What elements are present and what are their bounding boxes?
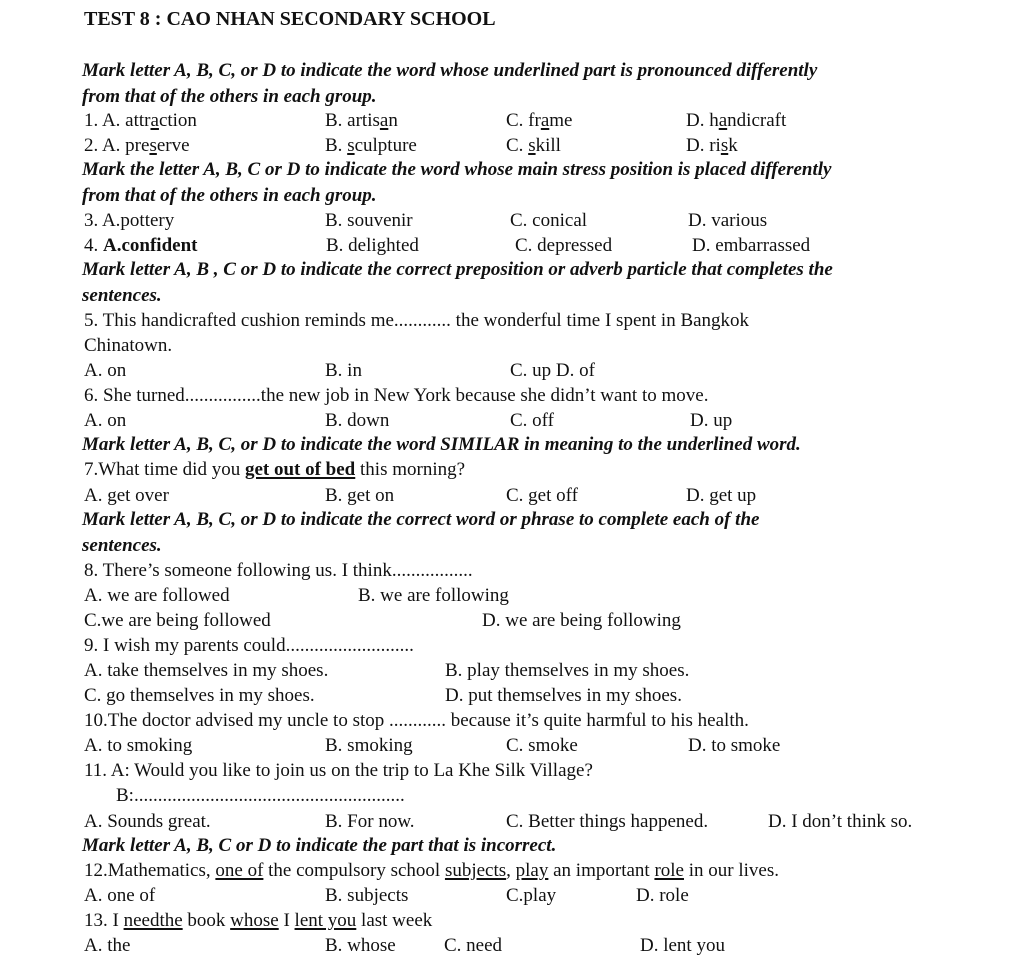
q8-option-b[interactable]: B. we are following: [358, 585, 509, 606]
underlined-phrase: get out of bed: [244, 459, 356, 480]
q3-option-d[interactable]: D. various: [688, 210, 768, 231]
q7-option-a[interactable]: A. get over: [84, 485, 169, 506]
underlined-letter: a: [150, 110, 159, 131]
instruction-similar: Mark letter A, B, C, or D to indicate the word SIMILAR in meaning to the underlined word.: [82, 434, 801, 455]
q1-option-b[interactable]: B. artisan: [325, 110, 398, 131]
q9-option-c[interactable]: C. go themselves in my shoes.: [84, 685, 315, 706]
instruction-stress-line2: from that of the others in each group.: [82, 185, 377, 206]
q12-option-d[interactable]: D. role: [636, 885, 689, 906]
underlined-part-b: whose: [230, 910, 279, 931]
q11-option-d[interactable]: D. I don’t think so.: [768, 811, 913, 832]
q8-option-d[interactable]: D. we are being following: [482, 610, 681, 631]
q4-option-d[interactable]: D. embarrassed: [692, 235, 811, 256]
q4-option-a[interactable]: 4. A.confident: [84, 235, 198, 256]
q8-option-a[interactable]: A. we are followed: [84, 585, 230, 606]
q6-option-b[interactable]: B. down: [325, 410, 390, 431]
underlined-letter: s: [720, 135, 729, 156]
underlined-part-b: subjects: [444, 860, 507, 881]
underlined-part-a: one of: [215, 860, 264, 881]
q5-option-b[interactable]: B. in: [325, 360, 362, 381]
q12-option-a[interactable]: A. one of: [84, 885, 156, 906]
instruction-pronunciation-line2: from that of the others in each group.: [82, 86, 377, 107]
page-title: TEST 8 : CAO NHAN SECONDARY SCHOOL: [84, 8, 496, 30]
underlined-part-c: lent you: [294, 910, 357, 931]
q9-option-a[interactable]: A. take themselves in my shoes.: [84, 660, 329, 681]
underlined-part-a: needthe: [123, 910, 183, 931]
q3-option-a[interactable]: 3. A.pottery: [84, 210, 175, 231]
q11-option-c[interactable]: C. Better things happened.: [506, 811, 709, 832]
q3-option-c[interactable]: C. conical: [510, 210, 588, 231]
q5-option-c-d[interactable]: C. up D. of: [510, 360, 595, 381]
q7-option-c[interactable]: C. get off: [506, 485, 578, 506]
underlined-letter: a: [379, 110, 389, 131]
instruction-incorrect: Mark letter A, B, C or D to indicate the part that is incorrect.: [82, 835, 557, 856]
instruction-pronunciation-line1: Mark letter A, B, C, or D to indicate the word whose underlined part is pronounced differently: [82, 60, 818, 81]
q8-question: 8. There’s someone following us. I think.................: [84, 560, 473, 581]
q2-option-d[interactable]: D. risk: [686, 135, 738, 156]
q6-question: 6. She turned................the new job in New York because she didn’t want to move.: [84, 385, 709, 406]
q2-option-c[interactable]: C. skill: [506, 135, 561, 156]
q13-question: 13. I needthe book whose I lent you last week: [84, 910, 433, 931]
q10-option-a[interactable]: A. to smoking: [84, 735, 193, 756]
q8-option-c[interactable]: C.we are being followed: [84, 610, 271, 631]
q6-option-a[interactable]: A. on: [84, 410, 127, 431]
underlined-letter: s: [347, 135, 355, 156]
underlined-letter: a: [718, 110, 728, 131]
q13-option-b[interactable]: B. whose: [325, 935, 396, 956]
q5-question-line1: 5. This handicrafted cushion reminds me............ the wonderful time I spent in Bangkok: [84, 310, 750, 331]
q11-option-b[interactable]: B. For now.: [325, 811, 415, 832]
q10-option-c[interactable]: C. smoke: [506, 735, 578, 756]
q2-option-b[interactable]: B. sculpture: [325, 135, 417, 156]
q11-response-blank: B:.........................................................: [116, 785, 405, 806]
instruction-complete-line1: Mark letter A, B, C, or D to indicate the correct word or phrase to complete each of the: [82, 509, 760, 530]
q4-option-c[interactable]: C. depressed: [515, 235, 613, 256]
q13-option-d[interactable]: D. lent you: [640, 935, 725, 956]
q9-question: 9. I wish my parents could...........................: [84, 635, 414, 656]
q2-option-a[interactable]: 2. A. preserve: [84, 135, 190, 156]
underlined-part-d: role: [654, 860, 684, 881]
q1-option-d[interactable]: D. handicraft: [686, 110, 787, 131]
q4-option-b[interactable]: B. delighted: [326, 235, 419, 256]
instruction-complete-line2: sentences.: [82, 535, 162, 556]
instruction-preposition-line1: Mark letter A, B , C or D to indicate the correct preposition or adverb particle that completes the: [82, 259, 833, 280]
instruction-stress-line1: Mark the letter A, B, C or D to indicate the word whose main stress position is placed differently: [82, 159, 832, 180]
q12-question: 12.Mathematics, one of the compulsory school subjects, play an important role in our lives.: [84, 860, 779, 881]
q12-option-c[interactable]: C.play: [506, 885, 557, 906]
q10-option-d[interactable]: D. to smoke: [688, 735, 781, 756]
q11-question: 11. A: Would you like to join us on the trip to La Khe Silk Village?: [84, 760, 593, 781]
q12-option-b[interactable]: B. subjects: [325, 885, 409, 906]
q1-option-a[interactable]: 1. A. attraction: [84, 110, 197, 131]
q9-option-d[interactable]: D. put themselves in my shoes.: [445, 685, 682, 706]
q10-question: 10.The doctor advised my uncle to stop ............ because it’s quite harmful to his health.: [84, 710, 749, 731]
q1-option-c[interactable]: C. frame: [506, 110, 573, 131]
bold-answer: A.confident: [103, 235, 198, 256]
q5-question-line2: Chinatown.: [84, 335, 173, 356]
q7-option-b[interactable]: B. get on: [325, 485, 395, 506]
underlined-letter: s: [149, 135, 157, 156]
q13-option-a[interactable]: A. the: [84, 935, 131, 956]
q9-option-b[interactable]: B. play themselves in my shoes.: [445, 660, 690, 681]
instruction-preposition-line2: sentences.: [82, 285, 162, 306]
underlined-letter: s: [528, 135, 536, 156]
q5-option-a[interactable]: A. on: [84, 360, 127, 381]
underlined-letter: a: [540, 110, 550, 131]
underlined-part-c: play: [515, 860, 549, 881]
q10-option-b[interactable]: B. smoking: [325, 735, 413, 756]
q7-option-d[interactable]: D. get up: [686, 485, 757, 506]
q6-option-d[interactable]: D. up: [690, 410, 733, 431]
q3-option-b[interactable]: B. souvenir: [325, 210, 413, 231]
q6-option-c[interactable]: C. off: [510, 410, 554, 431]
q7-question: 7.What time did you get out of bed this morning?: [84, 459, 466, 480]
q11-option-a[interactable]: A. Sounds great.: [84, 811, 211, 832]
q13-option-c[interactable]: C. need: [444, 935, 503, 956]
